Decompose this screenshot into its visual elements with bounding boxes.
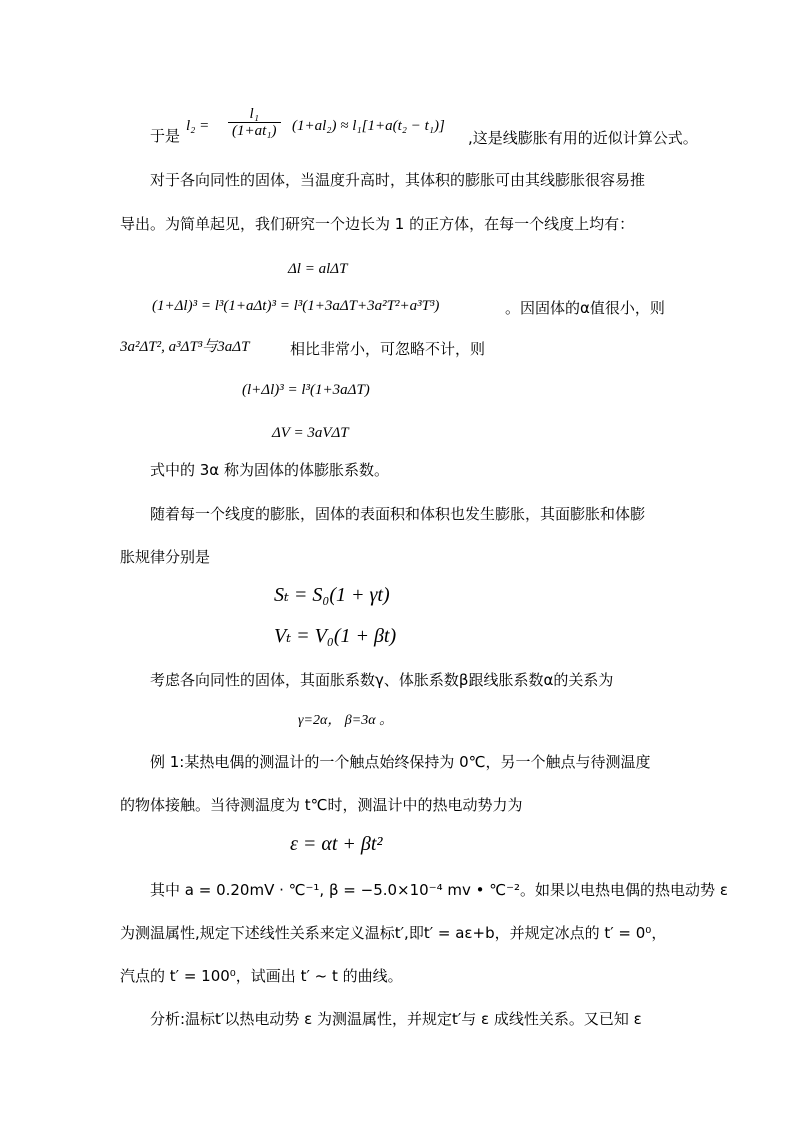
text-line: 胀规律分别是 (120, 548, 211, 566)
equation-inline: 3a²ΔT², a³ΔT³与3aΔT (120, 339, 250, 355)
equation-rhs: (1+al₂) ≈ l₁[1+a(t₂ − t₁)] (292, 118, 445, 134)
text-line: 导出。为简单起见，我们研究一个边长为 1 的正方体，在每一个线度上均有： (120, 215, 635, 233)
text-line: 考虑各向同性的固体，其面胀系数γ、体胀系数β跟线胀系数α的关系为 (150, 671, 614, 689)
equation-large: ε = αt + βt² (290, 833, 383, 855)
text-line: 例 1:某热电偶的测温计的一个触点始终保持为 0℃，另一个触点与待测温度 (150, 753, 651, 771)
text-line: ,这是线膨胀有用的近似计算公式。 (468, 129, 698, 147)
text-line: 随着每一个线度的膨胀，固体的表面积和体积也发生膨胀，其面膨胀和体膨 (150, 505, 646, 523)
equation: (1+Δl)³ = l³(1+aΔt)³ = l³(1+3aΔT+3a²T²+a³T³) (152, 298, 440, 314)
text-line: 。因固体的α值很小，则 (505, 299, 665, 317)
text-line: 分析:温标t′以热电动势 ε 为测温属性，并规定t′与 ε 成线性关系。又已知 ε (150, 1010, 642, 1028)
text-line: 相比非常小，可忽略不计，则 (290, 340, 486, 358)
equation-lhs: l₂ = (186, 118, 210, 134)
text-line: 对于各向同性的固体，当温度升高时，其体积的膨胀可由其线膨胀很容易推 (150, 171, 646, 189)
text-line: 式中的 3α 称为固体的体膨胀系数。 (150, 461, 389, 479)
equation: (l+Δl)³ = l³(1+3aΔT) (242, 382, 370, 398)
text-line (150, 126, 180, 146)
equation: γ=2α， β=3α 。 (298, 713, 394, 728)
equation-large: Sₜ = S₀(1 + γt) (274, 584, 390, 606)
text-line: 其中 a = 0.20mV · ℃⁻¹, β = −5.0×10⁻⁴ mv • ℃⁻²。如果以电热电偶的热电动势 ε (150, 881, 728, 899)
equation-large: Vₜ = V₀(1 + βt) (274, 625, 397, 647)
text-line: 的物体接触。当待测温度为 t℃时，测温计中的热电动势力为 (120, 796, 523, 814)
equation: Δl = alΔT (288, 261, 348, 277)
fraction-numerator: l₁ (228, 106, 281, 123)
text-line: 汽点的 t′ = 100⁰，试画出 t′ ~ t 的曲线。 (120, 967, 403, 985)
text-prefix: 于是 (150, 127, 181, 145)
text-line: 为测温属性,规定下述线性关系来定义温标t′,即t′ = aε+b，并规定冰点的 t′ = 0⁰， (120, 924, 667, 942)
fraction-denominator: (1+at₁) (232, 123, 277, 139)
equation: ΔV = 3aVΔT (272, 425, 349, 441)
fraction (226, 106, 283, 139)
